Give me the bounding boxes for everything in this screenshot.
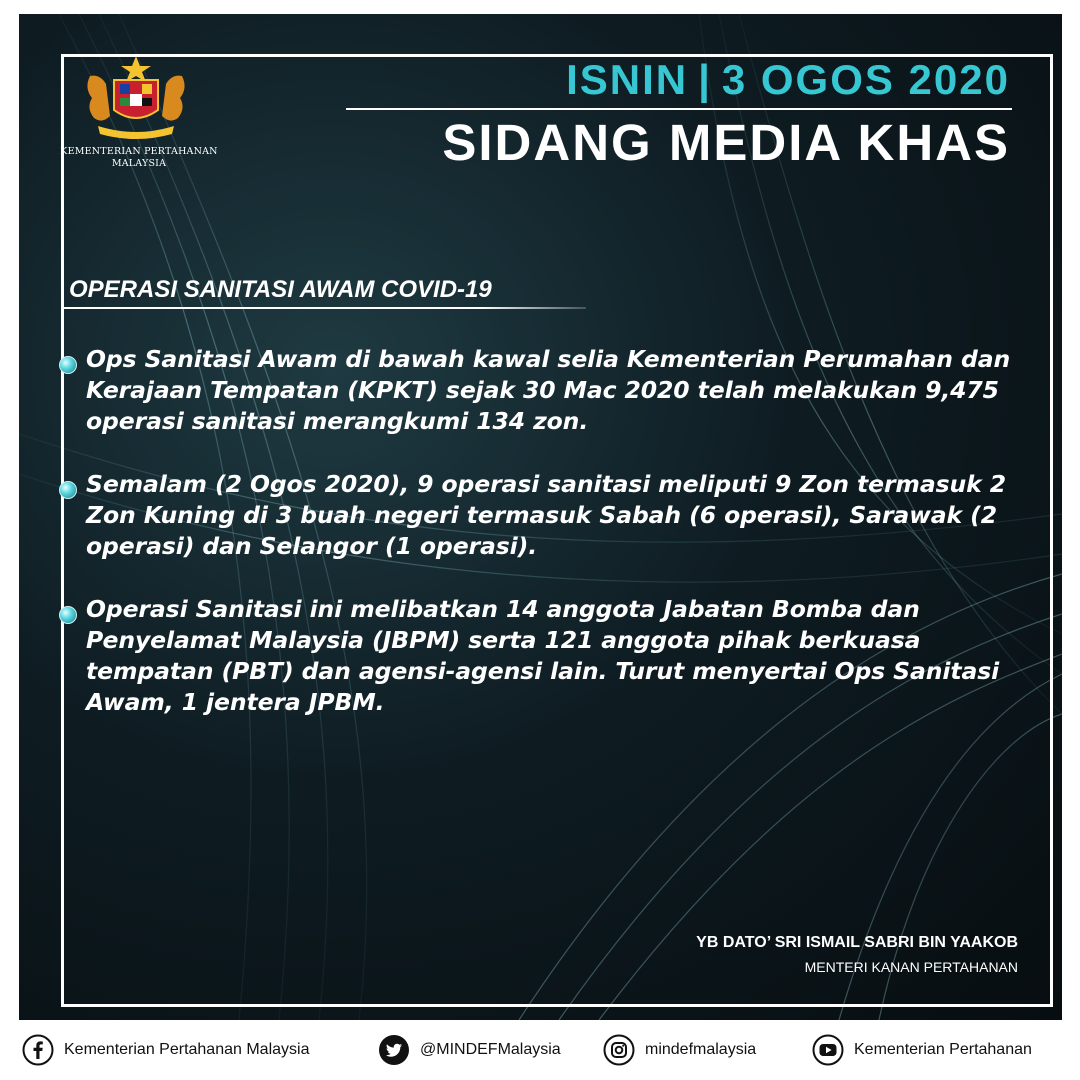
youtube-icon (812, 1034, 844, 1066)
page-title: SIDANG MEDIA KHAS (442, 114, 1010, 171)
bullet-item (58, 469, 1018, 562)
ministry-caption-line2: MALAYSIA (111, 158, 167, 169)
crest-icon (76, 52, 196, 142)
date-separator: | (698, 56, 712, 103)
section-underline (64, 307, 586, 309)
date-line (566, 56, 1010, 104)
signature-title: MENTERI KANAN PERTAHANAN (804, 959, 1018, 975)
signature-name: YB DATO’ SRI ISMAIL SABRI BIN YAAKOB (696, 934, 1018, 951)
bullet-text: Semalam (2 Ogos 2020), 9 operasi sanitasi meliputi 9 Zon termasuk 2 Zon Kuning di 3 buah negeri termasuk Sabah (6 operasi), Sarawak (2 operasi) dan Selangor (1 operasi). (86, 470, 1006, 560)
header-rule (346, 108, 1012, 110)
twitter-icon (378, 1034, 410, 1066)
bullet-dot-icon (59, 356, 77, 374)
bullet-item (58, 344, 1018, 437)
facebook-link[interactable] (22, 1034, 309, 1066)
bullet-text: Ops Sanitasi Awam di bawah kawal selia Kementerian Perumahan dan Kerajaan Tempatan (KPKT) sejak 30 Mac 2020 telah melakukan 9,475 operasi sanitasi merangkumi 134 zon. (86, 345, 1011, 435)
day-label: ISNIN (566, 56, 689, 103)
section-title: OPERASI SANITASI AWAM COVID-19 (69, 276, 492, 303)
instagram-label: mindefmalaysia (645, 1041, 757, 1058)
bullet-dot-icon (59, 481, 77, 499)
bullet-item (58, 594, 1018, 718)
youtube-label: Kementerian Pertahanan (854, 1041, 1032, 1058)
facebook-label: Kementerian Pertahanan Malaysia (64, 1041, 310, 1058)
ministry-caption-line1: KEMENTERIAN PERTAHANAN (60, 146, 218, 157)
instagram-link[interactable] (603, 1034, 756, 1066)
bullet-list (58, 344, 1018, 750)
facebook-icon (22, 1034, 54, 1066)
twitter-label: @MINDEFMalaysia (420, 1041, 561, 1058)
instagram-icon (603, 1034, 635, 1066)
ministry-caption (54, 146, 224, 170)
youtube-link[interactable] (812, 1034, 1032, 1066)
twitter-link[interactable] (378, 1034, 561, 1066)
bullet-text: Operasi Sanitasi ini melibatkan 14 anggota Jabatan Bomba dan Penyelamat Malaysia (JBPM) serta 121 anggota pihak berkuasa tempatan (PBT) dan agensi-agensi lain. Turut menyertai Ops Sanitasi Awam, 1 jentera JPBM. (86, 595, 1000, 716)
bullet-dot-icon (59, 606, 77, 624)
social-footer (0, 1020, 1080, 1080)
date-label: 3 OGOS 2020 (721, 56, 1010, 103)
